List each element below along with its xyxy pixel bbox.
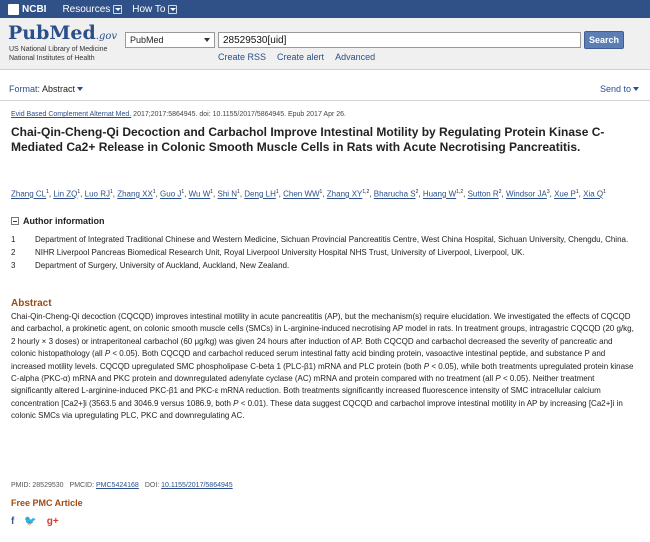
author-information-label: Author information xyxy=(23,216,105,226)
chevron-down-icon xyxy=(168,5,177,14)
author-affiliation-ref: 1 xyxy=(77,189,81,195)
abstract-part: P xyxy=(104,349,111,359)
author-link[interactable]: Huang W xyxy=(422,189,457,199)
abstract-part: < 0.05). Both CQCQD and carbachol reduced serum intestinal fatty acid binding protein, vasoactive intestinal peptide, and substance P and increased motility levels. CQCQD upregulated SMC phospholipase C-beta 1 (PLC-β1) mRNA and PLC protein (both xyxy=(11,349,606,371)
abstract-text xyxy=(11,311,636,423)
affiliation-text: NIHR Liverpool Pancreas Biomedical Research Unit, Royal Liverpool University Hospital NHS Trust, University of Liverpool, Liverpool, UK. xyxy=(35,248,525,257)
chevron-down-icon xyxy=(113,5,122,14)
ncbi-logo-icon xyxy=(8,4,19,15)
doi-label: DOI: xyxy=(144,482,160,489)
author-link[interactable]: Xue P xyxy=(554,189,576,199)
twitter-icon[interactable]: 🐦 xyxy=(24,516,37,527)
send-to-label: Send to xyxy=(599,84,631,94)
search-button[interactable]: Search xyxy=(584,31,624,49)
author-affiliation-ref: 3 xyxy=(546,189,550,195)
author-affiliation-ref: 1 xyxy=(275,189,279,195)
affiliation-item xyxy=(11,260,636,271)
author-affiliation-ref: 1 xyxy=(603,189,606,195)
author-link[interactable]: Lin ZQ xyxy=(53,189,78,199)
author-link[interactable]: Luo RJ xyxy=(84,189,110,199)
article-title: Chai-Qin-Cheng-Qi Decoction and Carbachol Improve Intestinal Motility by Regulating Protein Kinase C-Mediated Ca2+ Release in Colonic Smooth Muscle Cells in Rats with Acute Necrotising Pancreatitis. xyxy=(11,125,605,154)
abstract-part: P xyxy=(233,398,239,408)
affiliations xyxy=(11,234,636,273)
howto-label: How To xyxy=(132,3,166,15)
abstract-part: Chai-Qin-Cheng-Qi decoction (CQCQD) improves intestinal motility in acute pancreatitis (AP), but the mechanism(s) require elucidation. We investigated the effects of CQCQD and carbachol, a prokinetic agent, on colonic smooth muscle cells (SMCs) in L-arginine-induced necrotising AP model in rats. In treatment groups, intragastric CQCQD (20 g/kg, 2 hourly × 3 doses) or intraperitoneal carbachol (60 μg/kg) was given 24 hours after induction of AP. Both CQCQD and carbachol decreased the severity of pancreatic and colonic histopathology (all xyxy=(11,312,634,359)
journal-link[interactable]: Evid Based Complement Alternat Med. xyxy=(11,111,132,118)
chevron-down-icon xyxy=(633,87,639,91)
doi-group xyxy=(145,482,233,489)
author-affiliation-ref: 1 xyxy=(319,189,323,195)
affiliation-text: Department of Integrated Traditional Chinese and Western Medicine, Sichuan Provincial Pancreatitis Centre, West China Hospital, Sichuan University, Chengdu, China. xyxy=(35,235,629,244)
social-share xyxy=(11,516,59,527)
advanced-link[interactable]: Advanced xyxy=(335,52,376,62)
author-information-toggle[interactable] xyxy=(11,216,105,226)
author-affiliation-ref: 1 xyxy=(109,189,113,195)
author-link[interactable]: Xia Q xyxy=(583,189,604,199)
resources-menu[interactable] xyxy=(62,4,122,15)
author-link[interactable]: Wu W xyxy=(188,189,211,199)
author-link[interactable]: Zhang CL xyxy=(11,189,47,199)
author-link[interactable]: Windsor JA xyxy=(505,189,547,199)
pubmed-logo[interactable] xyxy=(8,22,117,44)
pmid: PMID: 28529530 xyxy=(11,482,64,489)
pmcid-link[interactable]: PMC5424168 xyxy=(96,482,139,489)
send-to-dropdown[interactable] xyxy=(600,84,639,94)
database-value: PubMed xyxy=(130,35,164,45)
format-dropdown[interactable] xyxy=(9,84,83,94)
header-links xyxy=(218,52,375,62)
abstract-part: P xyxy=(495,374,501,384)
author-link[interactable]: Shi N xyxy=(217,189,238,199)
author-link[interactable]: Zhang XY xyxy=(326,189,363,199)
author-link[interactable]: Deng LH xyxy=(244,189,276,199)
facebook-icon[interactable]: f xyxy=(11,516,15,527)
author-affiliation-ref: 1 xyxy=(46,189,49,195)
chevron-down-icon xyxy=(204,38,210,42)
author-affiliation-ref: 1 xyxy=(575,189,579,195)
database-select[interactable] xyxy=(125,32,215,48)
format-bar xyxy=(0,82,650,98)
identifiers xyxy=(11,482,233,489)
ncbi-top-bar xyxy=(0,0,650,18)
author-link[interactable]: Bharucha S xyxy=(373,189,416,199)
affiliation-text: Department of Surgery, University of Auckland, Auckland, New Zealand. xyxy=(35,261,290,270)
affiliation-number: 1 xyxy=(11,235,16,244)
search-header xyxy=(0,18,650,70)
affiliation-item xyxy=(11,247,636,258)
divider xyxy=(0,100,650,101)
affiliation-number: 3 xyxy=(11,261,16,270)
format-label: Format: xyxy=(9,84,41,94)
author-affiliation-ref: 2 xyxy=(415,189,419,195)
logo-pub: Pub xyxy=(8,22,50,44)
author-affiliation-ref: 1 xyxy=(181,189,185,195)
search-input[interactable] xyxy=(218,32,581,48)
abstract-part: P xyxy=(423,361,430,371)
howto-menu[interactable] xyxy=(132,4,177,15)
author-affiliation-ref: 1 xyxy=(210,189,214,195)
resources-label: Resources xyxy=(62,3,111,15)
author-link[interactable]: Zhang XX xyxy=(117,189,153,199)
author-link[interactable]: Chen WW xyxy=(283,189,320,199)
doi-link[interactable]: 10.1155/2017/5864945 xyxy=(161,482,233,489)
ncbi-logo-text: NCBI xyxy=(22,3,47,15)
logo-med: Med xyxy=(49,22,96,44)
affiliation-item xyxy=(11,234,636,245)
ncbi-logo[interactable] xyxy=(8,4,46,15)
citation-details: 2017;2017:5864945. doi: 10.1155/2017/5864945. Epub 2017 Apr 26. xyxy=(131,111,346,118)
chevron-down-icon xyxy=(77,87,83,91)
pmcid-label: PMCID: xyxy=(69,482,95,489)
free-pmc-article-label: Free PMC Article xyxy=(11,498,83,508)
author-affiliation-ref: 2 xyxy=(498,189,502,195)
nlm-line-1: US National Library of Medicine xyxy=(9,46,108,53)
author-affiliation-ref: 1 xyxy=(237,189,240,195)
nlm-line-2: National Institutes of Health xyxy=(9,55,95,62)
author-link[interactable]: Sutton R xyxy=(467,189,499,199)
author-link[interactable]: Guo J xyxy=(160,189,182,199)
author-affiliation-ref: 1,2 xyxy=(362,189,370,195)
author-affiliation-ref: 1 xyxy=(152,189,156,195)
citation-line xyxy=(11,111,641,118)
affiliation-number: 2 xyxy=(11,248,16,257)
abstract-heading: Abstract xyxy=(11,298,52,309)
google-plus-icon[interactable]: g+ xyxy=(46,516,59,527)
logo-gov: .gov xyxy=(95,31,118,42)
author-list: Zhang $CL^1$, Lin $ZQ^1$, Luo $RJ^1$, Zhang $XX^1$, Guo $J^1$, Wu $W^1$, Shi $N^1$, Deng $LH^1$, Chen $WW^1$, Zhang XY$^{1,2}$, Bharucha $S^2$, Huang W$^{1,2}$, Sutton $R^2$, Windsor $JA^3$, Xue $P^1$, Xia $Q^1$ xyxy=(11,189,606,199)
abstract-part: < 0.05), while both treatments upregulated protein kinase C-alpha (PKC-α) mRNA and PKC protein and downregulated adenylate cyclase (AC) mRNA and protein compared with no treatment (all xyxy=(11,361,634,384)
collapse-icon xyxy=(11,217,19,225)
create-alert-link[interactable]: Create alert xyxy=(277,52,325,62)
format-value: Abstract xyxy=(42,84,76,94)
abstract-part: < 0.01). These data suggest CQCQD and carbachol improve intestinal motility in AP by increasing [Ca2+]i in colonic SMCs via upregulating PLC, PKC and downregulating AC. xyxy=(11,398,623,421)
create-rss-link[interactable]: Create RSS xyxy=(218,52,267,62)
abstract-part: < 0.05). Neither treatment significantly altered L-arginine-induced PKC-β1 and PKC-ε mRNA reduction. Both treatments significantly increased fluorescence intensity of SMC intracellular calcium concentration [Ca2+]i (3563.5 and 3046.9 versus 1086.9, both xyxy=(11,374,601,408)
author-affiliation-ref: 1,2 xyxy=(456,189,464,195)
pmcid-group xyxy=(70,482,139,489)
